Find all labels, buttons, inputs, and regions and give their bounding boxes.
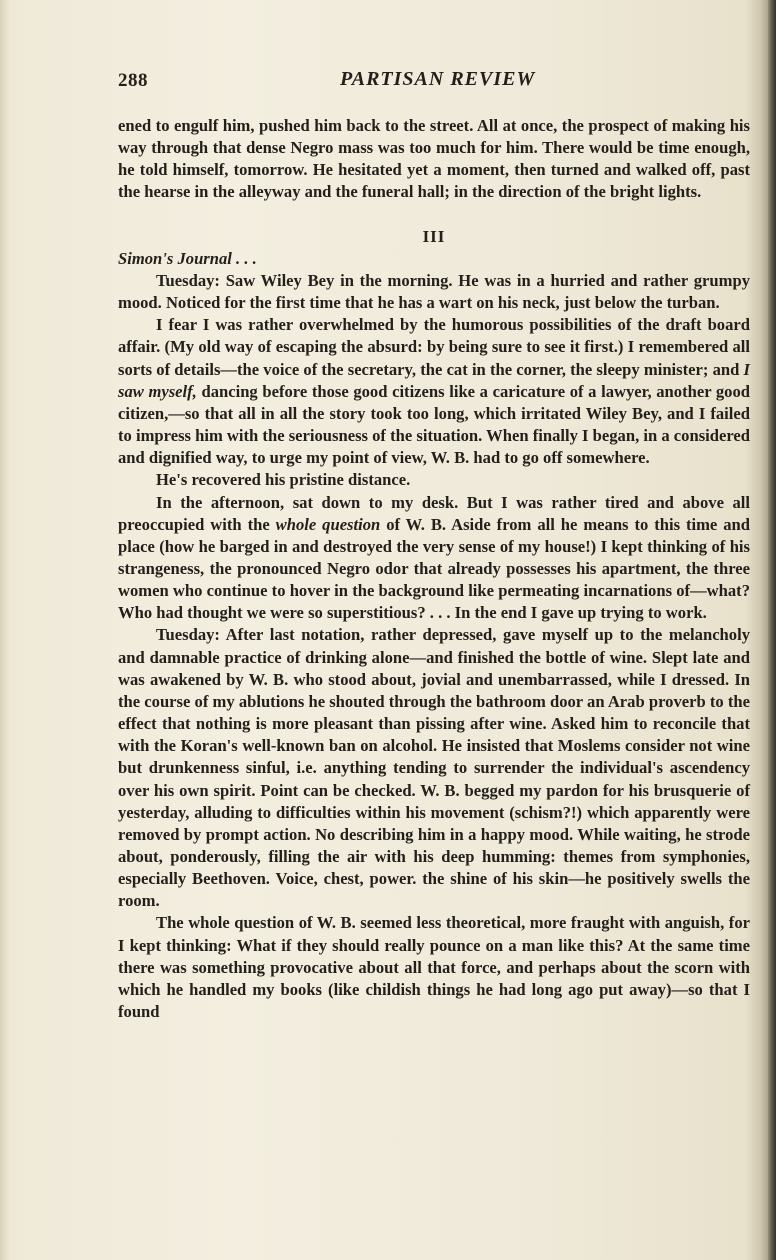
- paragraph-4-part-a: In the afternoon, sat down to my desk. But I was rather tired and above all preoccupied with the: [118, 492, 750, 534]
- journal-title: PARTISAN REVIEW: [340, 68, 536, 90]
- page-number: 288: [118, 70, 148, 91]
- paragraph-2-part-a: I fear I was rather overwhelmed by the humorous possibilities of the draft board affair. (My old way of escaping the absurd: by being sure to see it first.) I remembered all sorts of details—the voice of the secretary, the cat in the corner, the sleepy minister; and: [118, 315, 750, 379]
- paragraph-2-part-b: dancing before those good citizens like a caricature of a lawyer, another good citizen,—so that all in all the story took too long, which irritated Wiley Bey, and I failed to impress him with the seriousness of the situation. When finally I began, in a considered and dignified way, to urge my point of view, W. B. had to go off somewhere.: [118, 381, 751, 468]
- paragraph-4-part-b: of W. B. Aside from all he means to this time and place (how he barged in and destroyed the very sense of my house!) I kept thinking of his strangeness, the pronounced Negro odor that already possesses his apartment, the three women who continue to hover in the background like permeating incarnations of—what? Who had thought we were so superstitious? . . . In the end I gave up trying to work.: [118, 514, 751, 623]
- paragraph-1: Tuesday: Saw Wiley Bey in the morning. He was in a hurried and rather grumpy mood. Noticed for the first time that he has a wart on his neck, just below the turban.: [118, 270, 750, 313]
- section-number: III: [422, 226, 446, 246]
- page-edge-right: [768, 0, 776, 1260]
- running-head: [118, 62, 750, 96]
- body-text: [118, 115, 750, 1023]
- paragraph-2: [118, 314, 750, 469]
- paragraph-4: [118, 492, 750, 625]
- paragraph-4-emphasis: whole question: [275, 514, 381, 534]
- opening-paragraph: ened to engulf him, pushed him back to the street. All at once, the prospect of making his way through that dense Negro mass was too much for him. There would be time enough, he told himself, tomorrow. He hesitated yet a moment, then turned and walked off, past the hearse in the alleyway and the funeral hall; in the direction of the bright lights.: [118, 116, 750, 202]
- paragraph-6: The whole question of W. B. seemed less theoretical, more fraught with anguish, for I kept thinking: What if they should really pounce on a man like this? At the same time there was something provocative about all that force, and perhaps about the scorn with which he handled my books (like childish things he had long ago put away)—so that I found: [118, 913, 750, 1022]
- section-subtitle: Simon's Journal . . .: [118, 248, 257, 268]
- paragraph-3: He's recovered his pristine distance.: [156, 470, 411, 490]
- paragraph-5: Tuesday: After last notation, rather depressed, gave myself up to the melancholy and damnable practice of drinking alone—and finished the bottle of wine. Slept late and was awakened by W. B. who stood about, jovial and unembarrassed, while I dressed. In the course of my ablutions he shouted through the bathroom door an Arab proverb to the effect that nothing is more pleasant than pissing after wine. Asked him to reconcile that with the Koran's well-known ban on alcohol. He insisted that Moslems consider not wine but drunkenness sinful, i.e. anything tending to surrender the individual's ascendency over his own spirit. Point can be checked. W. B. begged my pardon for his brusquerie of yesterday, alluding to difficulties within his movement (schism?!) which apparently were removed by prompt action. No describing him in a happy mood. While waiting, he strode about, ponderously, filling the air with his deep humming: themes from symphonies, especially Beethoven. Voice, chest, power. the shine of his skin—he positively swells the room.: [118, 625, 750, 911]
- page-gutter-left: [0, 0, 10, 1260]
- paragraph-2-emphasis: I saw myself,: [118, 359, 750, 401]
